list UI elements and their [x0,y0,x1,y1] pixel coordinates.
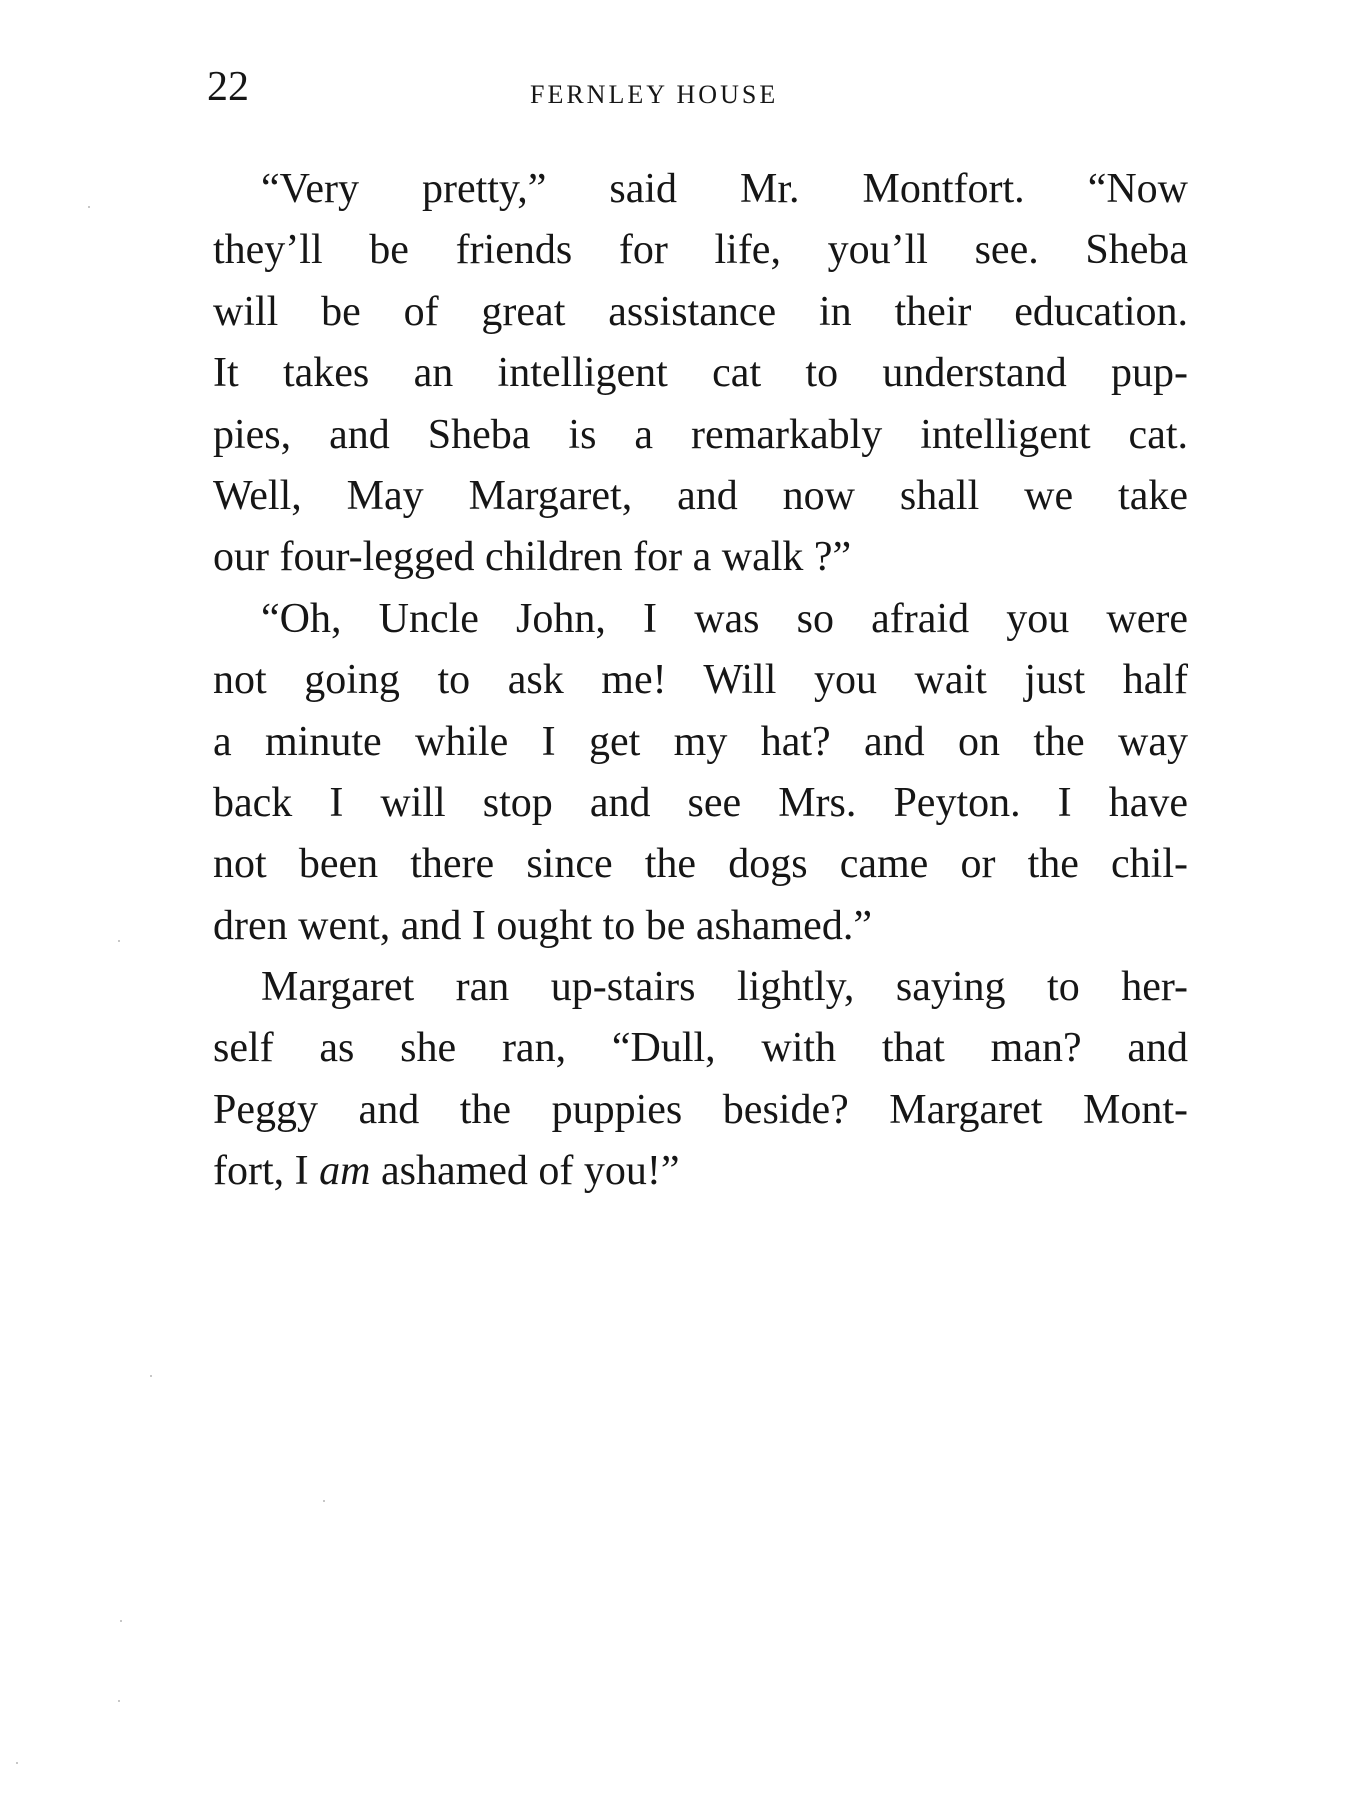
scan-speck [88,206,90,208]
text-line: back I will stop and see Mrs. Peyton. I have [213,779,1188,826]
text-run: fort, I [213,1148,320,1195]
scan-speck [323,1500,325,1502]
text-line: Peggy and the puppies beside? Margaret Mont- [213,1086,1188,1133]
text-line [213,1141,1188,1202]
scan-speck [118,1700,120,1702]
page-number: 22 [207,64,249,110]
text-line: “Oh, Uncle John, I was so afraid you were [261,595,1188,642]
text-run: ashamed of you!” [370,1148,680,1195]
text-line: Well, May Margaret, and now shall we take [213,472,1188,519]
body-text [213,159,1188,1203]
text-line: pies, and Sheba is a remarkably intelligent cat. [213,411,1188,458]
text-line: not been there since the dogs came or the chil- [213,841,1188,888]
text-line: self as she ran, “Dull, with that man? and [213,1025,1188,1072]
scan-speck [150,1375,152,1377]
text-line: Margaret ran up-stairs lightly, saying to her- [261,964,1188,1011]
text-line: a minute while I get my hat? and on the way [213,718,1188,765]
emphasized-word: am [319,1148,371,1195]
running-head: FERNLEY HOUSE [530,80,779,109]
text-line: dren went, and I ought to be ashamed.” [213,902,872,949]
text-line: our four-legged children for a walk ?” [213,534,852,581]
text-line: will be of great assistance in their education. [213,288,1188,335]
scan-speck [16,1762,18,1764]
text-line: “Very pretty,” said Mr. Montfort. “Now [261,166,1188,212]
scan-speck [118,940,120,942]
text-line: not going to ask me! Will you wait just half [213,657,1188,704]
text-line: they’ll be friends for life, you’ll see. Sheba [213,227,1188,274]
text-line: It takes an intelligent cat to understand pup- [213,350,1188,397]
scan-speck [120,1620,122,1622]
